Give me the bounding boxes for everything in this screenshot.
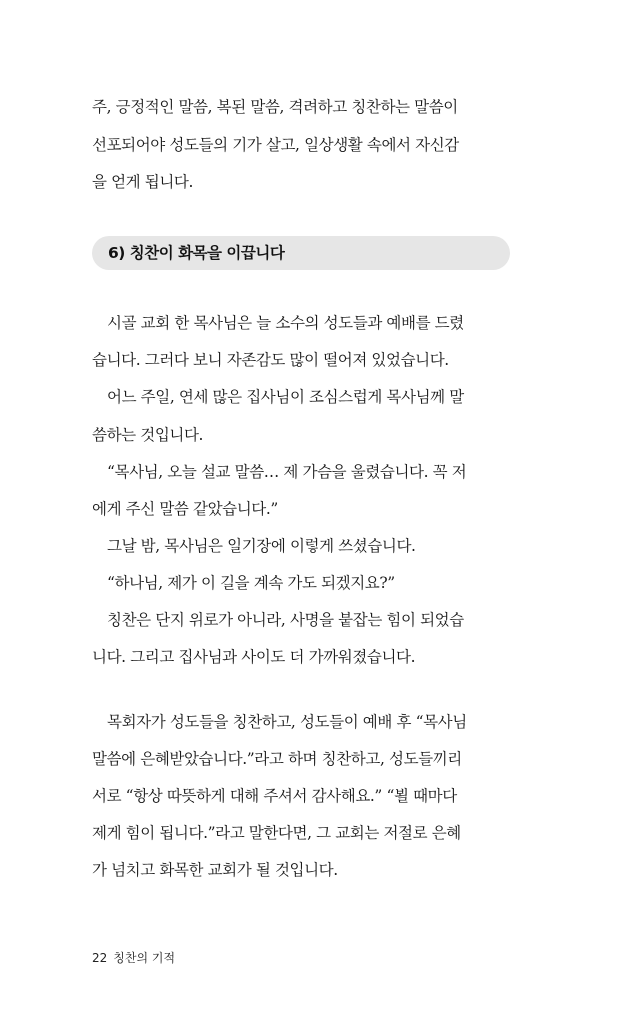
section-title: 6) 칭찬이 화목을 이끕니다 [108,244,285,262]
story-line-8: “하나님, 제가 이 길을 계속 가도 되겠지요?” [107,574,395,592]
story-line-1: 시골 교회 한 목사님은 늘 소수의 성도들과 예배를 드렸 [107,314,464,332]
closing-line-2: 말씀에 은혜받았습니다.”라고 하며 칭찬하고, 성도들끼리 [92,750,462,768]
story-line-9: 칭찬은 단지 위로가 아니라, 사명을 붙잡는 힘이 되었습 [107,611,464,629]
page-footer [92,950,175,966]
story-line-2: 습니다. 그러다 보니 자존감도 많이 떨어져 있었습니다. [92,351,449,369]
closing-line-5: 가 넘치고 화목한 교회가 될 것입니다. [92,861,338,879]
story-line-6: 에게 주신 말씀 같았습니다.” [92,500,278,518]
story-line-7: 그날 밤, 목사님은 일기장에 이렇게 쓰셨습니다. [107,537,416,555]
story-line-3: 어느 주일, 연세 많은 집사님이 조심스럽게 목사님께 말 [107,388,464,406]
story-line-10: 니다. 그리고 집사님과 사이도 더 가까워졌습니다. [92,648,416,666]
intro-line-2: 선포되어야 성도들의 기가 살고, 일상생활 속에서 자신감 [92,136,459,154]
intro-line-3: 을 얻게 됩니다. [92,173,194,191]
story-line-5: “목사님, 오늘 설교 말씀… 제 가슴을 울렸습니다. 꼭 저 [107,463,467,481]
section-heading-bar [92,236,510,270]
intro-line-1: 주, 긍정적인 말씀, 복된 말씀, 격려하고 칭찬하는 말씀이 [92,98,458,116]
closing-line-3: 서로 “항상 따뜻하게 대해 주셔서 감사해요.” “뵐 때마다 [92,787,457,805]
book-title: 칭찬의 기적 [113,951,176,965]
closing-line-1: 목회자가 성도들을 칭찬하고, 성도들이 예배 후 “목사님 [107,713,467,731]
page-number: 22 [92,951,108,965]
closing-line-4: 제게 힘이 됩니다.”라고 말한다면, 그 교회는 저절로 은혜 [92,824,461,842]
story-line-4: 씀하는 것입니다. [92,426,204,444]
